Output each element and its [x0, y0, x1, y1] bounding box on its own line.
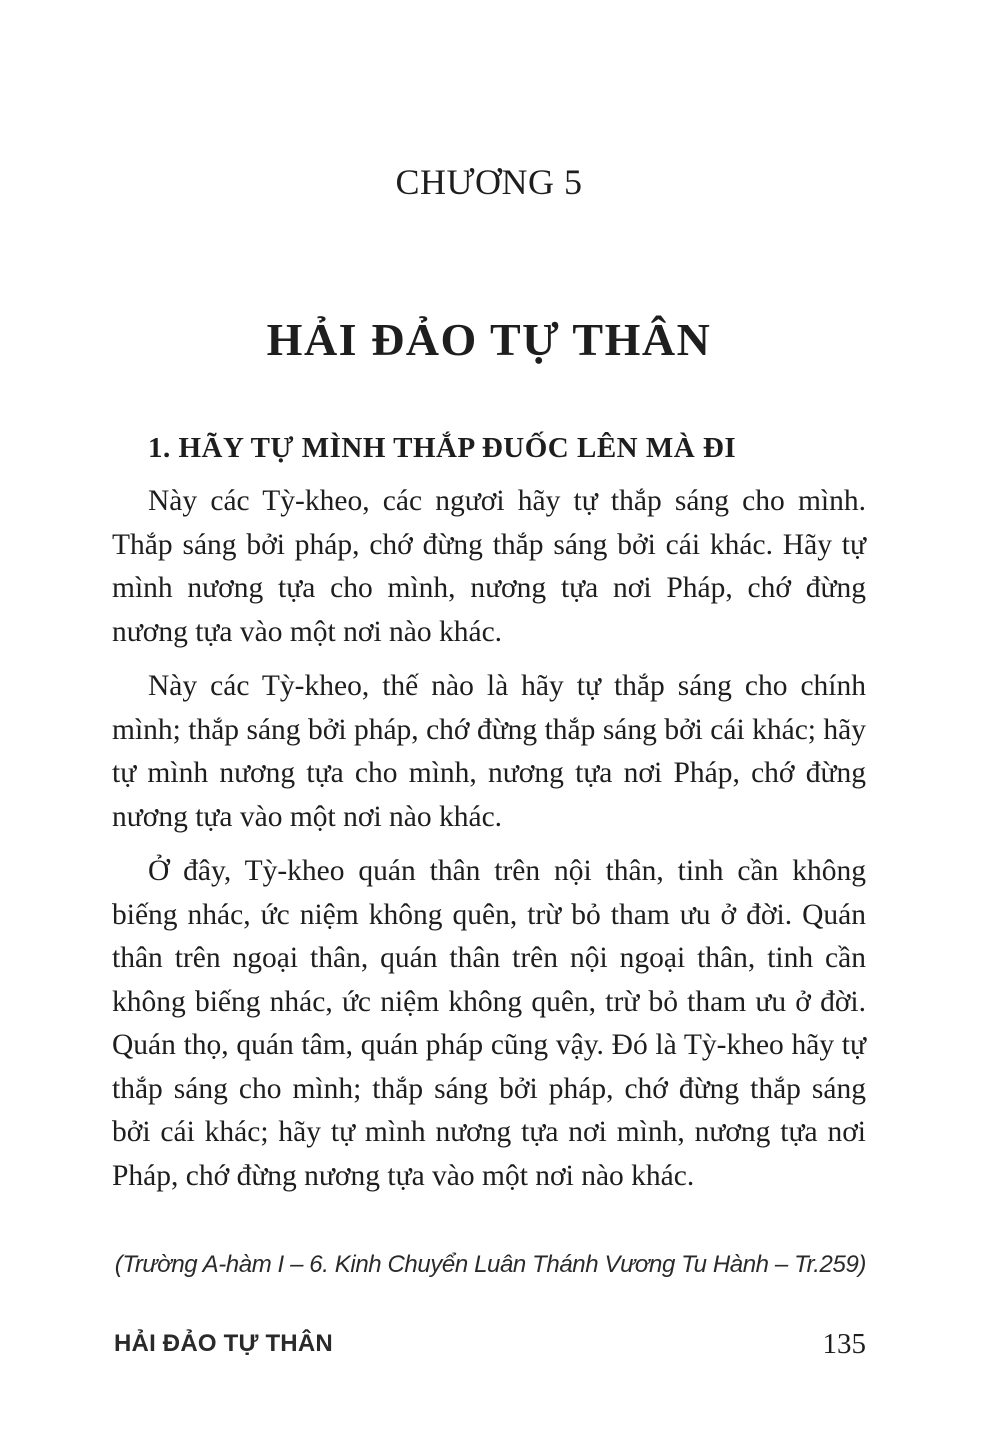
page-number: 135	[822, 1328, 866, 1360]
paragraph-3: Ở đây, Tỳ-kheo quán thân trên nội thân, tinh cần không biếng nhác, ức niệm không quên, trừ bỏ tham ưu ở đời. Quán thân trên ngoại thân, quán thân trên nội ngoại thân, tinh cần không biếng nhác, ức niệm không quên, trừ bỏ tham ưu ở đời. Quán thọ, quán tâm, quán pháp cũng vậy. Đó là Tỳ-kheo hãy tự thắp sáng cho mình; thắp sáng bởi pháp, chớ đừng thắp sáng bởi cái khác; hãy tự mình nương tựa nơi mình, nương tựa nơi Pháp, chớ đừng nương tựa vào một nơi nào khác.	[112, 855, 866, 1192]
chapter-label: CHƯƠNG 5	[395, 162, 583, 202]
paragraph-2: Này các Tỳ-kheo, thế nào là hãy tự thắp sáng cho chính mình; thắp sáng bởi pháp, chớ đừng thắp sáng bởi cái khác; hãy tự mình nương tựa cho mình, nương tựa nơi Pháp, chớ đừng nương tựa vào một nơi nào khác.	[112, 670, 866, 833]
chapter-title: HẢI ĐẢO TỰ THÂN	[266, 314, 712, 365]
citation: (Trường A-hàm I – 6. Kinh Chuyển Luân Thánh Vương Tu Hành – Tr.259)	[114, 1251, 866, 1278]
paragraph-1: Này các Tỳ-kheo, các ngươi hãy tự thắp sáng cho mình. Thắp sáng bởi pháp, chớ đừng thắp sáng bởi cái khác. Hãy tự mình nương tựa cho mình, nương tựa nơi Pháp, chớ đừng nương tựa vào một nơi nào khác.	[112, 485, 866, 648]
section-heading: 1. HÃY TỰ MÌNH THẮP ĐUỐC LÊN MÀ ĐI	[148, 432, 737, 464]
body-text	[112, 480, 866, 1209]
running-footer-title: HẢI ĐẢO TỰ THÂN	[114, 1330, 333, 1357]
